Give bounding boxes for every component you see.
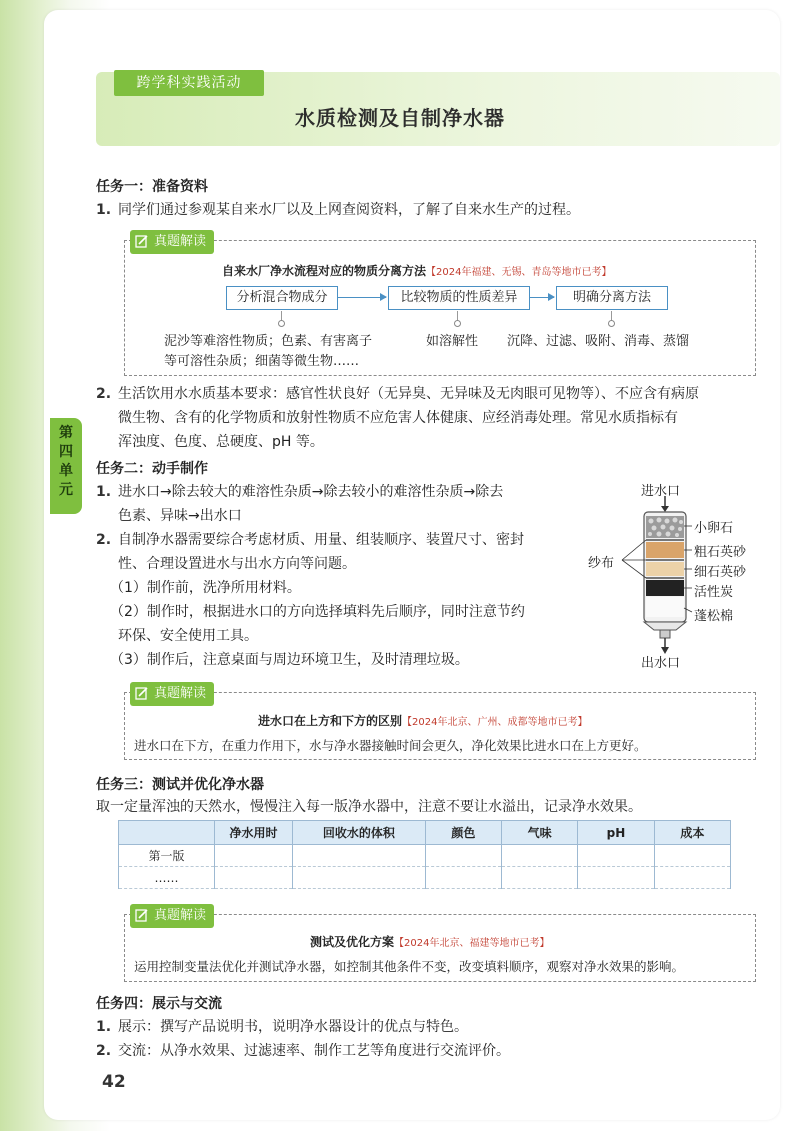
analysis-title-text: 进水口在上方和下方的区别: [258, 714, 403, 728]
task1-item-2: [96, 382, 776, 454]
unit-tab-char: 单: [59, 463, 73, 479]
table-header-cell: 颜色: [425, 821, 501, 845]
table-cell: [293, 867, 426, 889]
task2-title: 任务二：动手制作: [96, 461, 208, 477]
diagram-layer-label: 蓬松棉: [694, 609, 734, 624]
table-cell: [578, 867, 655, 889]
analysis-title-2: [258, 712, 587, 729]
note-methods: 沉降、过滤、吸附、消毒、蒸馏: [507, 334, 690, 349]
table-cell: [425, 867, 501, 889]
task4-line: [96, 1039, 776, 1063]
task4-body: [96, 1015, 776, 1063]
item-number: 2.: [96, 386, 112, 402]
table-cell: [578, 845, 655, 867]
analysis-badge-2: [130, 682, 214, 706]
flow-step-2: 比较物质的性质差异: [388, 286, 530, 310]
pen-icon: [135, 686, 149, 700]
task2-line: [96, 528, 576, 552]
table-cell: [501, 845, 577, 867]
diagram-inlet-label: 进水口: [641, 484, 681, 499]
exam-note: 【2024年北京、广州、成都等地市已考】: [402, 717, 588, 728]
diagram-layer-label: 小卵石: [694, 521, 734, 536]
task2-line: （2）制作时，根据进水口的方向选择填料先后顺序，同时注意节约: [110, 604, 525, 620]
table-header-cell: pH: [578, 821, 655, 845]
flow-arrow-2: [530, 297, 554, 298]
diagram-layer-label: 活性炭: [694, 585, 734, 600]
pen-icon: [135, 234, 149, 248]
unit-tab-char: 元: [59, 482, 73, 498]
inlet-arrow-head: [661, 506, 669, 512]
connector-dot: [454, 320, 461, 327]
gauze-1: [646, 539, 684, 541]
purifier-bottom: [644, 622, 686, 630]
item-line: 浑浊度、色度、总硬度、pH 等。: [118, 434, 324, 450]
table-header-cell: 净水用时: [214, 821, 292, 845]
task1-item-1: [96, 198, 776, 222]
note-mixture-line1: 泥沙等难溶性物质；色素、有害离子: [164, 334, 373, 349]
section-tag: 跨学科实践活动: [114, 70, 264, 96]
measurement-table: [118, 820, 731, 889]
gauze-pointer: [622, 540, 646, 560]
diagram-gauze-label: 纱布: [588, 556, 615, 571]
flow-arrow-1: [338, 297, 386, 298]
analysis-badge-3: [130, 904, 214, 928]
table-cell: [654, 867, 730, 889]
connector-dot: [608, 320, 615, 327]
task2-line: （3）制作后，注意桌面与周边环境卫生，及时清理垃圾。: [110, 652, 469, 668]
item-number: 2.: [96, 1043, 112, 1059]
item-text: 交流：从净水效果、过滤速率、制作工艺等角度进行交流评价。: [118, 1043, 510, 1059]
task3-title: 任务三：测试并优化净水器: [96, 777, 264, 793]
note-property: 如溶解性: [426, 334, 479, 349]
diagram-layer-label: 细石英砂: [694, 565, 747, 580]
item-text: 展示：撰写产品说明书，说明净水器设计的优点与特色。: [118, 1019, 468, 1035]
task3-intro: 取一定量浑浊的天然水，慢慢注入每一版净水器中，注意不要让水溢出，记录净水效果。: [96, 799, 642, 815]
task2-line: 性、合理设置进水与出水方向等问题。: [118, 556, 356, 572]
exam-note: 【2024年北京、福建等地市已考】: [394, 938, 550, 949]
gauze-pointer: [622, 560, 646, 578]
layer-coarse-sand: [646, 542, 684, 558]
task2-line: （1）制作前，洗净所用材料。: [110, 580, 301, 596]
item-number: 2.: [96, 532, 112, 548]
analysis-text-3: 运用控制变量法优化并测试净水器，如控制其他条件不变，改变填料顺序，观察对净水效果的影响。: [134, 959, 685, 974]
table-cell: [425, 845, 501, 867]
item-text: 自制净水器需要综合考虑材质、用量、组装顺序、装置尺寸、密封: [118, 532, 524, 548]
table-cell: [293, 845, 426, 867]
badge-label: 真题解读: [154, 234, 207, 249]
table-header-cell: 气味: [501, 821, 577, 845]
analysis-badge-1: [130, 230, 214, 254]
exam-note: 【2024年福建、无锡、青岛等地市已考】: [426, 267, 612, 278]
badge-label: 真题解读: [154, 686, 207, 701]
analysis-title-text: 测试及优化方案: [310, 935, 395, 949]
diagram-outlet-label: 出水口: [641, 656, 681, 671]
item-number: 1.: [96, 202, 112, 218]
layer-carbon: [646, 580, 684, 596]
item-text: 同学们通过参观某自来水厂以及上网查阅资料，了解了自来水生产的过程。: [118, 202, 580, 218]
badge-label: 真题解读: [154, 908, 207, 923]
item-line: 微生物、含有的化学物质和放射性物质不应危害人体健康、应经消毒处理。常见水质指标有: [118, 410, 678, 426]
table-row: [119, 867, 731, 889]
flow-step-1: 分析混合物成分: [226, 286, 338, 310]
item-text: 生活饮用水水质基本要求：感官性状良好（无异臭、无异味及无肉眼可见物等）、不应含有病原: [118, 386, 699, 402]
diagram-layer-label: 粗石英砂: [694, 545, 747, 560]
table-row: [119, 845, 731, 867]
gauze-2: [646, 559, 684, 561]
unit-tab-char: 第: [59, 425, 73, 441]
item-number: 1.: [96, 484, 112, 500]
task4-title: 任务四：展示与交流: [96, 996, 222, 1012]
unit-tab-char: 四: [59, 444, 73, 460]
table-cell: [501, 867, 577, 889]
task2-line: 色素、异味→出水口: [118, 508, 242, 524]
layer-cotton: [646, 597, 684, 617]
table-header-row: [119, 821, 731, 845]
task4-line: [96, 1015, 776, 1039]
table-header-cell: [119, 821, 215, 845]
page-title: 水质检测及自制净水器: [295, 106, 505, 130]
item-text: 进水口→除去较大的难溶性杂质→除去较小的难溶性杂质→除去: [118, 484, 504, 500]
table-header-cell: 成本: [654, 821, 730, 845]
task2-line: [96, 480, 576, 504]
flow-step-3: 明确分离方法: [556, 286, 668, 310]
analysis-text-2: 进水口在下方，在重力作用下，水与净水器接触时间会更久，净化效果比进水口在上方更好。: [134, 738, 647, 753]
task2-line: 环保、安全使用工具。: [118, 628, 258, 644]
item-line: [96, 382, 776, 406]
table-cell: [214, 867, 292, 889]
table-header-cell: 回收水的体积: [293, 821, 426, 845]
analysis-title-text: 自来水厂净水流程对应的物质分离方法: [222, 264, 427, 278]
layer-fine-sand: [646, 562, 684, 576]
pen-icon: [135, 908, 149, 922]
analysis-title-1: [222, 262, 611, 279]
purifier-diagram: [580, 496, 780, 656]
table-cell: [214, 845, 292, 867]
task1-title: 任务一：准备资料: [96, 179, 208, 195]
table-cell: [654, 845, 730, 867]
table-cell: ……: [119, 867, 215, 889]
page-number: 42: [102, 1072, 126, 1092]
gauze-3: [646, 577, 684, 579]
table-cell: 第一版: [119, 845, 215, 867]
task2-body: [96, 480, 576, 672]
note-mixture-line2: 等可溶性杂质；细菌等微生物……: [164, 354, 360, 369]
unit-tab: [50, 418, 82, 514]
connector-dot: [278, 320, 285, 327]
outlet-nozzle: [660, 630, 670, 638]
item-number: 1.: [96, 1019, 112, 1035]
analysis-title-3: [310, 933, 549, 950]
